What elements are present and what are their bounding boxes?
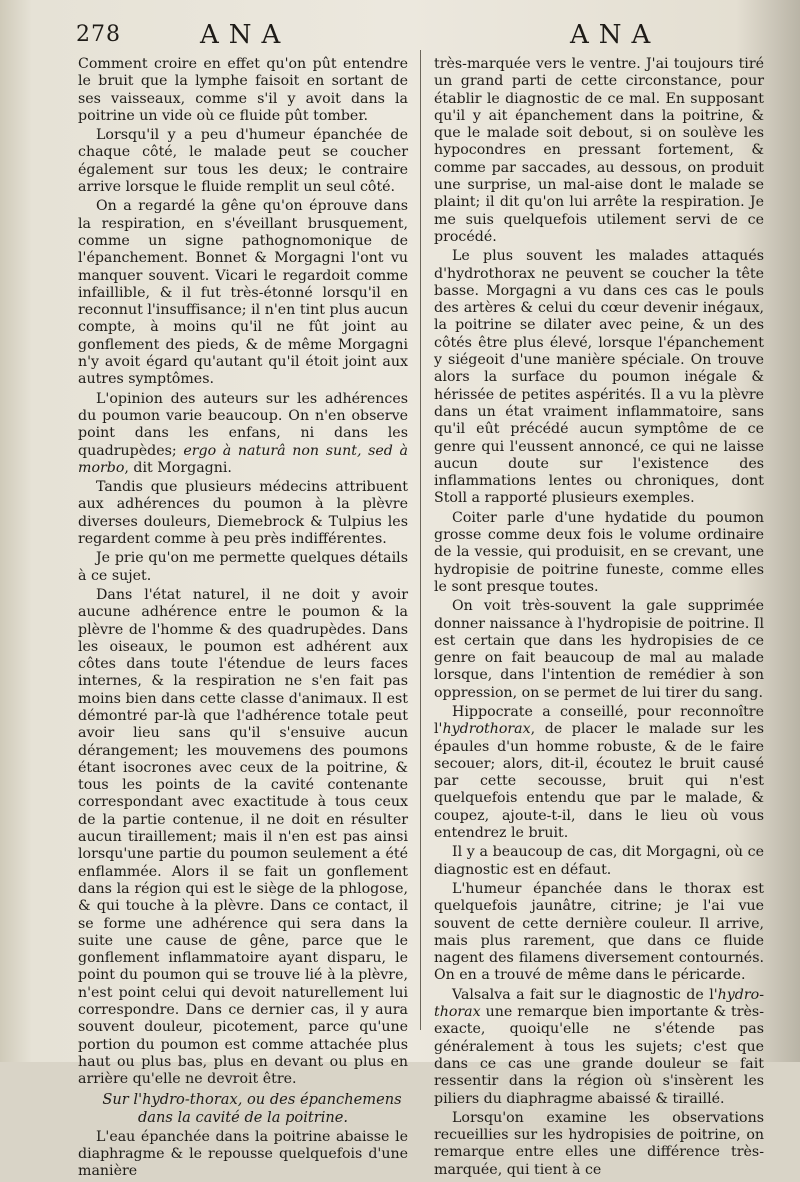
paragraph: On voit très-souvent la gale supprimée donner naissance à l'hydropisie de poitrine. Il est certain que dans les hydropisies de ce genre on fait beaucoup de mal au malade lorsque, dans l'intention de remédier à son oppression, on se permet de lui tirer du sang. [434, 598, 764, 701]
text-run: Hippocrate a conseillé, pour reconnoître l' [434, 703, 764, 738]
text-run: L'opinion des auteurs sur les adhérences du poumon varie beaucoup. On n'en observe point dans les enfans, ni dans les quadrupèdes; [78, 390, 408, 459]
page-header [0, 14, 800, 50]
text-run: , de placer le malade sur les épaules d'un homme robuste, & de le faire secouer; alors, dit-il, écoutez le bruit causé par cette secousse, bruit qui n'est quelquefois entendu que par le malade, & coupez, ajoute-t-il, dans le lieu où vous entendrez le bruit. [434, 721, 764, 842]
paragraph: Tandis que plusieurs médecins attribuent aux adhérences du poumon à la plèvre diverses douleurs, Diemebrock & Tulpius les regardent comme à peu près indifférentes. [78, 479, 408, 548]
paragraph: Je prie qu'on me permette quelques détails à ce sujet. [78, 550, 408, 584]
paragraph: Dans l'état naturel, il ne doit y avoir aucune adhérence entre le poumon & la plèvre de l'homme & des quadrupèdes. Dans les oiseaux, le poumon est adhérent aux côtes dans toute l'étendue de leurs faces internes, & la respiration ne s'en fait pas moins bien dans cette classe d'animaux. Il est démontré par-là que l'adhérence totale peut avoir lieu sans qu'il s'ensuive aucun dérangement; les mouvemens des poumons étant isocrones avec ceux de la poitrine, & tous les points de la cavité contenante correspondant avec exactitude à tous ceux de la partie contenue, il ne doit en résulter aucun tiraillement; mais il n'en est pas ainsi lorsqu'une partie du poumon seulement a été enflammée. Alors il se fait un gonflement dans la région qui est le siège de la phlogose, & qui touche à la plèvre. Dans ce contact, il se forme une adhérence qui sera dans la suite une cause de gêne, parce que le gonflement inflammatoire ayant disparu, le point du poumon qui se trouve lié à la plèvre, n'est point celui qui devoit naturellement lui correspondre. Dans ce dernier cas, il y aura souvent douleur, picotement, parce qu'une portion du poumon est comme attachée plus haut ou plus bas, plus en devant ou plus en arrière qu'elle ne devroit être. [78, 586, 408, 1088]
paragraph [78, 391, 408, 477]
paragraph: L'humeur épanchée dans le thorax est quelquefois jaunâtre, citrine; je l'ai vue souvent de cette dernière couleur. Il arrive, mais plus rarement, que dans ce fluide nagent des filamens diversement contournés. On en a trouvé de même dans le péricarde. [434, 880, 764, 984]
paragraph: Lorsqu'il y a peu d'humeur épanchée de chaque côté, le malade peut se coucher également sur tous les deux; le contraire arrive lorsque le fluide remplit un seul côté. [78, 127, 408, 196]
paragraph: Le plus souvent les malades attaqués d'hydrothorax ne peuvent se coucher la tête basse. Morgagni a vu dans ces cas le pouls des artères & celui du cœur devenir inégaux, la poitrine se dilater avec peine, & un des côtés être plus élevé, lorsque l'épanchement y siégeoit d'une manière spéciale. On trouve alors la surface du poumon inégale & hérissée de petites aspérités. Il a vu la plèvre dans un état vraiment inflammatoire, sans qu'il eût précédé aucun symptôme de ce genre qui l'eussent annoncé, ce qui ne laisse aucun doute sur l'existence des inflammations lentes ou chroniques, dont Stoll a rapporté plusieurs exemples. [434, 248, 764, 507]
text-run: Valsalva a fait sur le diagnostic de l' [452, 986, 718, 1003]
term-italic: hydro-thorax [434, 986, 764, 1021]
paragraph: Il y a beaucoup de cas, dit Morgagni, où ce diagnostic est en défaut. [434, 844, 764, 878]
paragraph [434, 704, 764, 842]
section-heading: Sur l'hydro-thorax, ou des épanchemens dans la cavité de la poitrine. [102, 1090, 402, 1126]
latin-quote: ergo à naturâ non sunt, sed à morbo [78, 442, 408, 476]
running-head-left: ANA [200, 20, 291, 50]
paragraph: Coiter parle d'une hydatide du poumon grosse comme deux fois le volume ordinaire de la vessie, qui produisit, en se crevant, une hydropisie de poitrine funeste, comme elles le sont presque toutes. [434, 509, 764, 595]
term-italic: hydrothorax [442, 721, 531, 738]
paragraph: On a regardé la gêne qu'on éprouve dans la respiration, en s'éveillant brusquement, comme un signe pathognomonique de l'épanchement. Bonnet & Morgagni l'ont vu manquer souvent. Vicari le regardoit comme infaillible, & il fut très-étonné lorsqu'il en reconnut l'insuffisance; il n'en tint plus aucun compte, à moins qu'il ne fût joint au gonflement des pieds, & de même Morgagni n'y avoit égard qu'autant qu'il étoit joint aux autres symptômes. [78, 198, 408, 388]
column-divider [420, 50, 421, 1030]
left-column [78, 56, 408, 1182]
text-run: , dit Morgagni. [124, 459, 232, 476]
text-run: une remarque bien importante & très-exacte, quoiqu'elle ne s'étende pas généralement à tous les sujets; c'est que dans ce cas une grande douleur se fait ressentir dans la région où s'insèrent les piliers du diaphragme abaissé & tiraillé. [434, 1004, 764, 1107]
paragraph: Lorsqu'on examine les observations recueillies sur les hydropisies de poitrine, on remarque entre elles une différence très-marquée, qui tient à ce [434, 1109, 764, 1178]
page-number: 278 [76, 22, 121, 47]
paragraph: L'eau épanchée dans la poitrine abaisse le diaphragme & le repousse quelquefois d'une manière [78, 1128, 408, 1180]
paragraph: très-marquée vers le ventre. J'ai toujours tiré un grand parti de cette circonstance, pour établir le diagnostic de ce mal. En supposant qu'il y ait épanchement dans la poitrine, & que le malade soit debout, si on soulève les hypocondres en pressant fortement, & comme par saccades, au dessous, on produit une surprise, un mal-aise dont le malade se plaint; il dit qu'on lui arrête la respiration. Je me suis quelquefois utilement servi de ce procédé. [434, 56, 764, 245]
running-head-right: ANA [570, 20, 661, 50]
right-column [434, 56, 764, 1181]
paragraph: Comment croire en effet qu'on pût entendre le bruit que la lymphe faisoit en sortant de ses vaisseaux, comme s'il y avoit dans la poitrine un vide où ce fluide pût tomber. [78, 56, 408, 124]
paragraph [434, 987, 764, 1108]
